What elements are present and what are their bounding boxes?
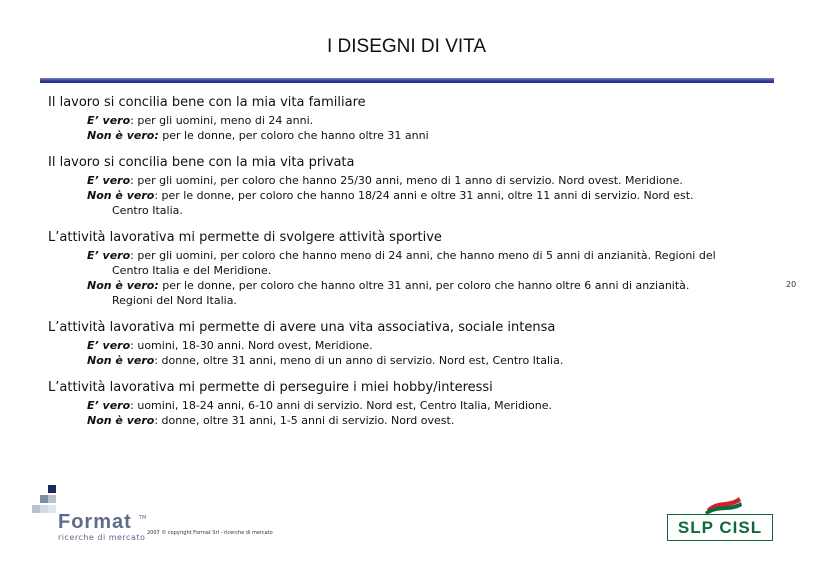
non-vero-line — [48, 413, 768, 428]
non-vero-line — [48, 278, 768, 308]
vero-line — [48, 338, 768, 353]
non-vero-label: Non è vero — [87, 354, 155, 367]
non-vero-line — [48, 188, 768, 218]
page-title: I DISEGNI DI VITA — [326, 36, 487, 57]
section-heading: Il lavoro si concilia bene con la mia vita familiare — [48, 95, 366, 110]
section-hobby — [48, 379, 768, 428]
section-associativa — [48, 319, 768, 368]
format-wordmark: Format — [58, 511, 132, 533]
vero-label: E’ vero — [87, 174, 131, 187]
vero-line — [48, 398, 768, 413]
copyright-text: 2007 © copyright Format Srl - ricerche di mercato — [147, 530, 273, 536]
non-vero-text: : donne, oltre 31 anni, meno di un anno di servizio. Nord est, Centro Italia. — [154, 354, 564, 367]
non-vero-continuation: Regioni del Nord Italia. — [112, 294, 237, 307]
non-vero-label: Non è vero — [87, 189, 155, 202]
format-logo — [30, 483, 160, 543]
non-vero-continuation: Centro Italia. — [112, 204, 183, 217]
section-sportive — [48, 229, 768, 308]
non-vero-label: Non è vero: — [87, 279, 159, 292]
page-number: 20 — [786, 280, 797, 289]
vero-text: : per gli uomini, per coloro che hanno 25/30 anni, meno di 1 anno di servizio. Nord ovest. Meridione. — [130, 174, 683, 187]
vero-label: E’ vero — [87, 339, 131, 352]
vero-label: E’ vero — [87, 399, 131, 412]
non-vero-text: : donne, oltre 31 anni, 1-5 anni di servizio. Nord ovest. — [154, 414, 455, 427]
vero-text: : per gli uomini, meno di 24 anni. — [130, 114, 314, 127]
non-vero-line — [48, 128, 768, 143]
vero-text: : per gli uomini, per coloro che hanno meno di 24 anni, che hanno meno di 5 anni di anzianità. Regioni del — [130, 249, 716, 262]
format-tagline: ricerche di mercato — [58, 533, 146, 542]
section-heading: L’attività lavorativa mi permette di avere una vita associativa, sociale intensa — [48, 320, 556, 335]
vero-continuation: Centro Italia e del Meridione. — [112, 264, 272, 277]
section-heading: L’attività lavorativa mi permette di svolgere attività sportive — [48, 230, 442, 245]
non-vero-text: : per le donne, per coloro che hanno 18/24 anni e oltre 31 anni, oltre 11 anni di servizio. Nord est. — [154, 189, 694, 202]
section-heading: L’attività lavorativa mi permette di perseguire i miei hobby/interessi — [48, 380, 493, 395]
vero-text: : uomini, 18-30 anni. Nord ovest, Meridione. — [130, 339, 373, 352]
title-divider — [40, 78, 774, 83]
non-vero-label: Non è vero: — [87, 129, 159, 142]
section-heading: Il lavoro si concilia bene con la mia vita privata — [48, 155, 355, 170]
content — [48, 94, 768, 439]
slp-cisl-logo — [667, 495, 771, 543]
vero-text: : uomini, 18-24 anni, 6-10 anni di servizio. Nord est, Centro Italia, Meridione. — [130, 399, 553, 412]
non-vero-text: per le donne, per coloro che hanno oltre 31 anni — [158, 129, 429, 142]
section-familiare — [48, 94, 768, 143]
flag-wave-icon — [667, 495, 771, 515]
vero-label: E’ vero — [87, 114, 131, 127]
vero-line — [48, 248, 768, 278]
vero-line — [48, 113, 768, 128]
vero-label: E’ vero — [87, 249, 131, 262]
non-vero-label: Non è vero — [87, 414, 155, 427]
non-vero-text: per le donne, per coloro che hanno oltre 31 anni, per coloro che hanno oltre 6 anni di anzianità. — [158, 279, 690, 292]
format-trademark: TM — [139, 515, 147, 521]
vero-line — [48, 173, 768, 188]
slp-cisl-wordmark: SLP CISL — [667, 514, 773, 541]
section-privata — [48, 154, 768, 218]
non-vero-line — [48, 353, 768, 368]
